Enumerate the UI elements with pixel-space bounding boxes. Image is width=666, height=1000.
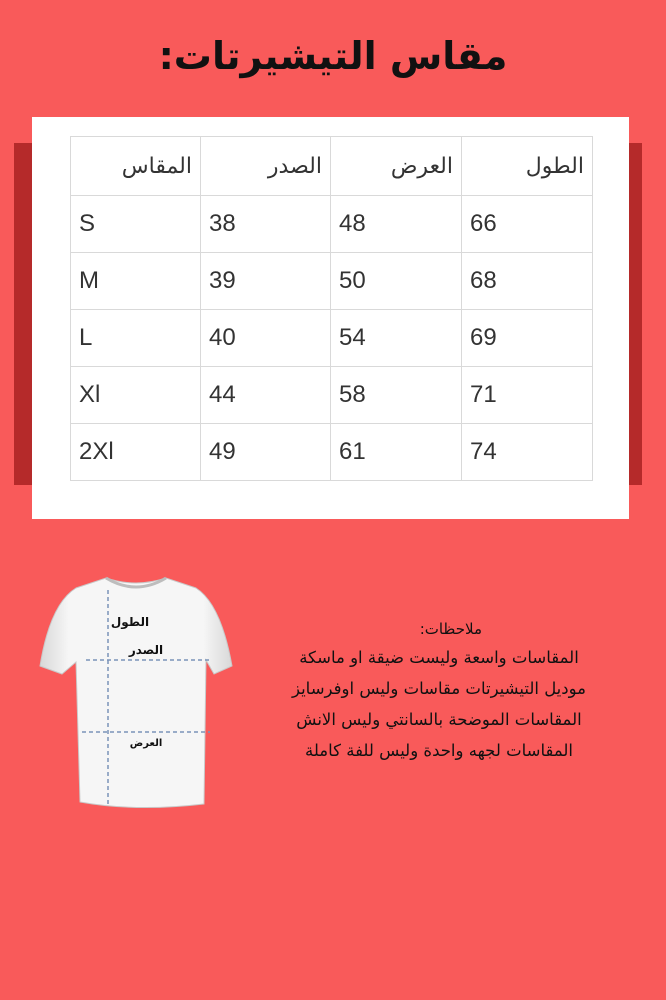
cell-chest: 38 xyxy=(201,196,331,253)
header-size: المقاس xyxy=(71,137,201,196)
table-row xyxy=(71,310,593,367)
notes-line: المقاسات لجهه واحدة وليس للفة كاملة xyxy=(304,741,574,760)
table-row xyxy=(71,367,593,424)
tshirt-diagram xyxy=(36,574,236,814)
notes-line: المقاسات واسعة وليست ضيقة او ماسكة xyxy=(299,648,579,667)
cell-size: L xyxy=(71,310,201,367)
notes-line: المقاسات الموضحة بالسانتي وليس الانش xyxy=(296,710,582,729)
cell-chest: 49 xyxy=(201,424,331,481)
notes-line: موديل التيشيرتات مقاسات وليس اوفرسايز xyxy=(291,679,586,698)
shirt-label-width: العرض xyxy=(129,738,163,749)
cell-size: Xl xyxy=(71,367,201,424)
size-table xyxy=(70,136,593,481)
cell-size: 2Xl xyxy=(71,424,201,481)
table-row xyxy=(71,253,593,310)
cell-width: 54 xyxy=(331,310,462,367)
cell-length: 68 xyxy=(462,253,593,310)
table-row xyxy=(71,424,593,481)
table-row xyxy=(71,196,593,253)
cell-size: S xyxy=(71,196,201,253)
cell-size: M xyxy=(71,253,201,310)
cell-width: 50 xyxy=(331,253,462,310)
page-title: مقاس التيشيرتات: xyxy=(158,34,508,78)
header-chest: الصدر xyxy=(201,137,331,196)
cell-width: 58 xyxy=(331,367,462,424)
shirt-label-length: الطول xyxy=(110,615,150,629)
header-length: الطول xyxy=(462,137,593,196)
size-chart-card xyxy=(32,117,629,519)
cell-length: 66 xyxy=(462,196,593,253)
notes-section xyxy=(270,620,608,766)
cell-chest: 44 xyxy=(201,367,331,424)
cell-length: 71 xyxy=(462,367,593,424)
header-width: العرض xyxy=(331,137,462,196)
cell-width: 48 xyxy=(331,196,462,253)
cell-chest: 39 xyxy=(201,253,331,310)
table-header-row xyxy=(71,137,593,196)
cell-width: 61 xyxy=(331,424,462,481)
cell-length: 74 xyxy=(462,424,593,481)
shirt-label-chest: الصدر xyxy=(128,643,164,657)
tshirt-shape xyxy=(40,578,232,808)
cell-chest: 40 xyxy=(201,310,331,367)
notes-heading: ملاحظات: xyxy=(419,620,482,638)
cell-length: 69 xyxy=(462,310,593,367)
